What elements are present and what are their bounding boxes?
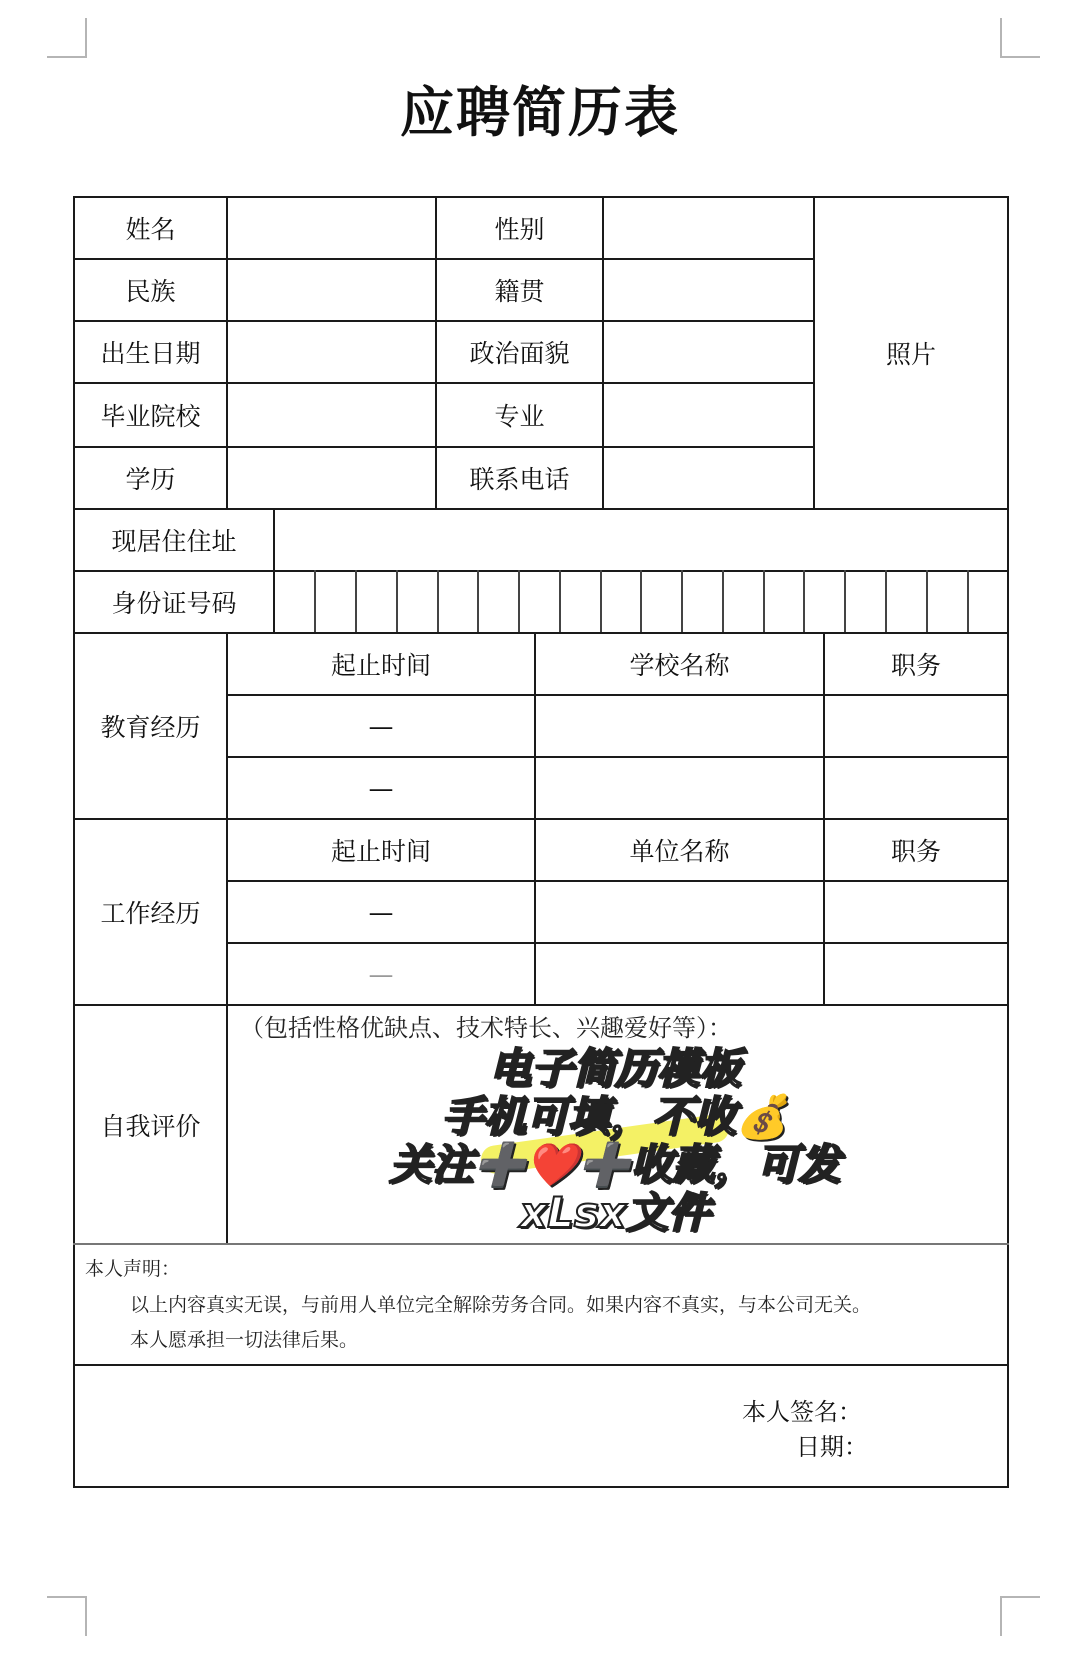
work-section-label: 工作经历 — [100, 899, 201, 928]
education-level-label: 学历 — [125, 465, 176, 494]
page-title: 应聘简历表 — [400, 80, 680, 144]
edu-school-cell[interactable] — [536, 696, 823, 756]
major-label: 专业 — [494, 402, 545, 431]
work-period-cell[interactable]: — — [368, 959, 394, 989]
address-label: 现居住住址 — [111, 527, 237, 556]
major-field[interactable] — [604, 384, 813, 446]
work-period-header: 起止时间 — [330, 837, 431, 866]
self-eval-label: 自我评价 — [100, 1111, 201, 1141]
school-label: 毕业院校 — [100, 402, 201, 431]
edu-position-cell[interactable] — [825, 696, 1007, 756]
promo-line-3: 关注➕❤️➕收藏，可发 — [389, 1140, 841, 1189]
ethnicity-label: 民族 — [125, 277, 176, 306]
work-position-cell[interactable] — [825, 944, 1007, 1004]
edu-position-cell[interactable] — [825, 758, 1007, 818]
date-label: 日期： — [796, 1433, 868, 1461]
gender-field[interactable] — [604, 198, 813, 258]
id-number-label: 身份证号码 — [111, 589, 237, 618]
edu-period-cell[interactable]: — — [368, 773, 394, 803]
native-place-label: 籍贯 — [494, 277, 545, 306]
ethnicity-field[interactable] — [228, 260, 435, 320]
promo-line-4: xLsx文件 — [520, 1188, 710, 1237]
id-number-boxes[interactable] — [275, 572, 1007, 632]
work-position-header: 职务 — [890, 837, 941, 866]
work-position-cell[interactable] — [825, 882, 1007, 942]
political-status-label: 政治面貌 — [469, 339, 570, 368]
work-company-cell[interactable] — [536, 944, 823, 1004]
work-period-cell[interactable]: — — [368, 897, 394, 927]
political-status-field[interactable] — [604, 322, 813, 382]
photo-box[interactable]: 照片 — [885, 340, 936, 369]
education-level-field[interactable] — [228, 448, 435, 508]
name-field[interactable] — [228, 198, 435, 258]
declaration-title: 本人声明： — [85, 1258, 181, 1280]
phone-label: 联系电话 — [469, 465, 570, 494]
promo-line-2: 手机可填，不收💰 — [441, 1092, 789, 1141]
signature-label: 本人签名： — [742, 1398, 862, 1426]
declaration-line-1: 以上内容真实无误，与前用人单位完全解除劳务合同。如果内容不真实，与本公司无关。 — [130, 1294, 872, 1316]
education-section-label: 教育经历 — [100, 713, 201, 742]
signature-field[interactable] — [870, 1388, 1005, 1458]
address-field[interactable] — [275, 510, 1007, 570]
promo-line-1: 电子简历模板 — [488, 1044, 741, 1093]
birth-date-field[interactable] — [228, 322, 435, 382]
school-field[interactable] — [228, 384, 435, 446]
gender-label: 性别 — [494, 215, 545, 244]
declaration-body — [130, 1288, 1010, 1358]
promo-overlay — [360, 1045, 870, 1237]
phone-field[interactable] — [604, 448, 813, 508]
birth-date-label: 出生日期 — [100, 339, 201, 368]
edu-school-header: 学校名称 — [629, 651, 730, 680]
work-company-header: 单位名称 — [629, 837, 730, 866]
name-label: 姓名 — [125, 215, 176, 244]
edu-school-cell[interactable] — [536, 758, 823, 818]
edu-period-cell[interactable]: — — [368, 711, 394, 741]
native-place-field[interactable] — [604, 260, 813, 320]
edu-period-header: 起止时间 — [330, 651, 431, 680]
declaration-line-2: 本人愿承担一切法律后果。 — [130, 1329, 359, 1351]
self-eval-note: （包括性格优缺点、技术特长、兴趣爱好等）： — [240, 1014, 732, 1042]
work-company-cell[interactable] — [536, 882, 823, 942]
edu-position-header: 职务 — [890, 651, 941, 680]
